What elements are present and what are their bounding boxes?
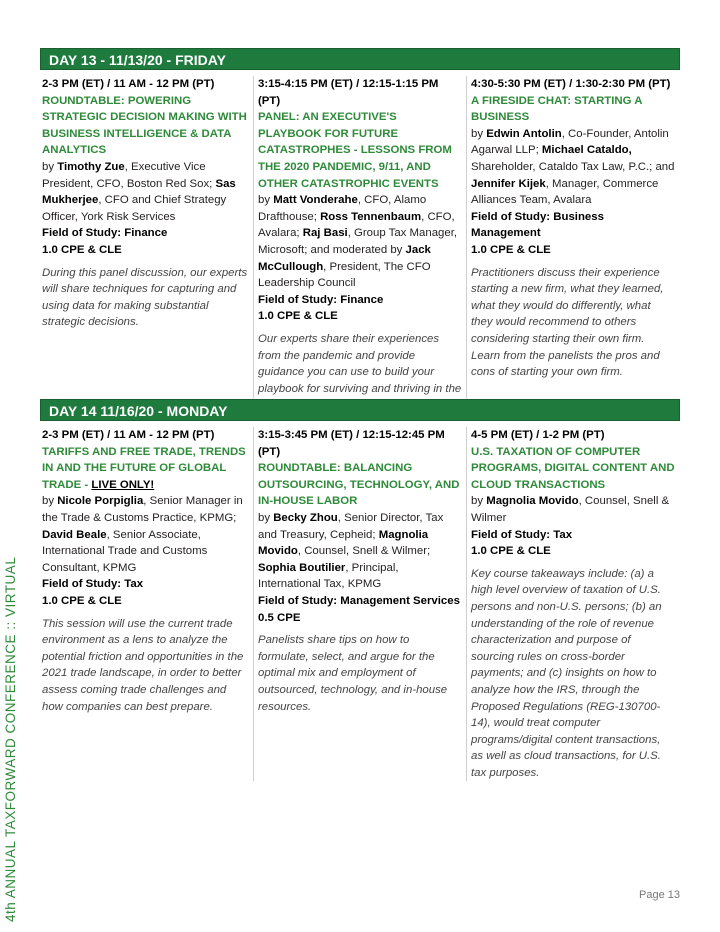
field-of-study: Field of Study: Finance (258, 293, 384, 306)
day-header: DAY 13 - 11/13/20 - FRIDAY (40, 48, 680, 70)
presenter-name: Matt Vonderahe (273, 194, 358, 207)
session-presenters (258, 192, 462, 292)
presenter-role: , Counsel, Snell & Wilmer (471, 495, 670, 524)
presenter-role: Shareholder, Cataldo Tax Law, P.C.; and (471, 160, 675, 173)
presenter-name: Becky Zhou (273, 511, 338, 524)
presenter-name: Nicole Porpiglia (57, 495, 144, 508)
session-title-text: ROUNDTABLE: POWERING STRATEGIC DECISION MAKING WITH BUSINESS INTELLIGENCE & DATA ANALYTICS (42, 94, 247, 157)
session-description: During this panel discussion, our experts will share techniques for capturing and using data for making substantial strategic decisions. (42, 266, 248, 329)
session-card (253, 427, 466, 781)
presenter-role: , Senior Associate, International Trade and Customs Consultant, KPMG (42, 528, 208, 574)
presenter-name: Sophia Boutilier (258, 561, 346, 574)
field-of-study: Field of Study: Tax (471, 528, 573, 541)
credit-info: 1.0 CPE & CLE (471, 243, 551, 256)
field-of-study: Field of Study: Management Services (258, 594, 460, 607)
session-description: Panelists share tips on how to formulate, select, and argue for the optimal mix and employment of outsourced, technology, and in-house resources. (258, 634, 448, 713)
presenter-name: Sas Mukherjee (42, 177, 236, 207)
field-of-study: Field of Study: Tax (42, 578, 144, 591)
session-title-text: U.S. TAXATION OF COMPUTER PROGRAMS, DIGITAL CONTENT AND CLOUD TRANSACTIONS (471, 445, 675, 491)
presenters-prefix: by (471, 127, 487, 140)
session-title (471, 93, 675, 126)
day-14-block (40, 399, 680, 781)
session-title (258, 109, 462, 192)
presenter-role: , Counsel, Snell & Wilmer; (297, 545, 431, 558)
session-card (40, 76, 253, 414)
presenter-role: , CFO, Avalara; (258, 210, 455, 240)
session-time: 4-5 PM (ET) / 1-2 PM (PT) (471, 429, 605, 441)
session-description: This session will use the current trade environment as a lens to analyze the potential friction and opportunities in the 2021 trade landscape, in order to better assess coming trade challenges and how companies can best prepare. (42, 617, 244, 713)
conference-side-label: 4th ANNUAL TAXFORWARD CONFERENCE :: VIRTUAL (3, 556, 18, 922)
credit-info: 1.0 CPE & CLE (471, 545, 551, 558)
credit-info: 1.0 CPE & CLE (42, 594, 122, 607)
session-card (40, 427, 253, 781)
field-of-study: Field of Study: Business Management (471, 210, 604, 240)
session-card (466, 76, 679, 414)
presenter-name: Ross Tennenbaum (320, 210, 422, 223)
presenter-name: David Beale (42, 528, 107, 541)
presenter-name: Jack McCullough (258, 243, 431, 273)
presenter-role: , Executive Vice President, CFO, Boston Red Sox; (42, 160, 216, 190)
day-13-block (40, 48, 680, 414)
live-only-label: LIVE ONLY! (91, 478, 155, 491)
presenter-role: , Group Tax Manager, Microsoft; and moderated by (258, 227, 458, 256)
session-time: 2-3 PM (ET) / 11 AM - 12 PM (PT) (42, 78, 215, 90)
session-presenters (42, 159, 249, 225)
presenter-role: , Senior Director, Tax and Treasury, Cepheid; (258, 511, 444, 541)
credit-info: 1.0 CPE & CLE (258, 310, 338, 323)
presenter-name: Timothy Zue (57, 160, 125, 173)
presenter-role: , Manager, Commerce Alliances Team, Avalara (471, 177, 659, 207)
session-description: Practitioners discuss their experience starting a new firm, what they learned, what they would do differently, what they would recommend to others considering starting their own firm. Learn from the panelists the pros and cons of starting your own firm. (471, 266, 664, 379)
presenter-name: Raj Basi (302, 227, 348, 240)
presenters-prefix: by (258, 194, 274, 207)
session-description: Our experts share their experiences from the pandemic and provide guidance you can use to build your playbook for surviving and thriving in the (258, 332, 462, 395)
day-header: DAY 14 11/16/20 - MONDAY (40, 399, 680, 421)
session-title-text: TARIFFS AND FREE TRADE, TRENDS IN AND THE FUTURE OF GLOBAL TRADE - (42, 445, 246, 491)
presenter-name: Magnolia Movido (486, 495, 579, 508)
session-time: 4:30-5:30 PM (ET) / 1:30-2:30 PM (PT) (471, 78, 671, 90)
presenters-prefix: by (42, 495, 58, 508)
session-title (471, 444, 675, 494)
session-time: 2-3 PM (ET) / 11 AM - 12 PM (PT) (42, 429, 215, 441)
field-of-study: Field of Study: Finance (42, 227, 168, 240)
session-title-text: PANEL: AN EXECUTIVE'S PLAYBOOK FOR FUTURE CATASTROPHES - LESSONS FROM THE 2020 PANDEMIC, 9/11, AND OTHER CATASTROPHIC EVENTS (258, 111, 452, 190)
page-number: Page 13 (639, 889, 680, 901)
presenter-role: , Principal, International Tax, KPMG (258, 561, 399, 591)
session-presenters (471, 493, 675, 526)
session-presenters (42, 493, 249, 576)
session-presenters (471, 126, 675, 209)
session-presenters (258, 510, 462, 593)
session-card (466, 427, 679, 781)
presenter-name: Michael Cataldo, (541, 144, 632, 157)
presenter-name: Magnolia Movido (258, 528, 429, 558)
presenter-name: Edwin Antolin (486, 127, 562, 140)
credit-info: 0.5 CPE (258, 611, 301, 624)
session-title (42, 93, 249, 159)
presenter-role: , CFO, Alamo Drafthouse; (258, 194, 427, 223)
session-time: 3:15-4:15 PM (ET) / 12:15-1:15 PM (PT) (258, 78, 439, 107)
presenter-role: , CFO and Chief Strategy Officer, York Risk Services (42, 194, 227, 223)
session-description: Key course takeaways include: (a) a high level overview of taxation of U.S. persons and non-U.S. persons; (b) an understanding of the role of revenue characterization and purpose of sourcing rules on cross-border payments; and (c) insights on how to analyze how the IRS, through the Proposed Regulations (REG-130700-14), would treat computer programs/digital content transactions, as well as cloud transactions, for U.S. tax purposes. (471, 567, 662, 779)
session-title (258, 460, 462, 510)
credit-info: 1.0 CPE & CLE (42, 243, 122, 256)
presenter-role: , Senior Manager in the Trade & Customs Practice, KPMG; (42, 495, 243, 524)
sessions-row (40, 70, 680, 414)
presenters-prefix: by (471, 495, 487, 508)
presenter-role: , President, The CFO Leadership Council (258, 260, 431, 290)
session-title-text: ROUNDTABLE: BALANCING OUTSOURCING, TECHNOLOGY, AND IN-HOUSE LABOR (258, 462, 460, 508)
session-title-text: A FIRESIDE CHAT: STARTING A BUSINESS (471, 94, 643, 124)
session-card (253, 76, 466, 414)
session-title (42, 444, 249, 494)
sessions-row (40, 421, 680, 781)
session-time: 3:15-3:45 PM (ET) / 12:15-12:45 PM (PT) (258, 429, 445, 458)
presenter-name: Jennifer Kijek (471, 177, 546, 190)
presenters-prefix: by (258, 511, 274, 524)
presenters-prefix: by (42, 160, 58, 173)
presenter-role: , Co-Founder, Antolin Agarwal LLP; (471, 127, 669, 157)
